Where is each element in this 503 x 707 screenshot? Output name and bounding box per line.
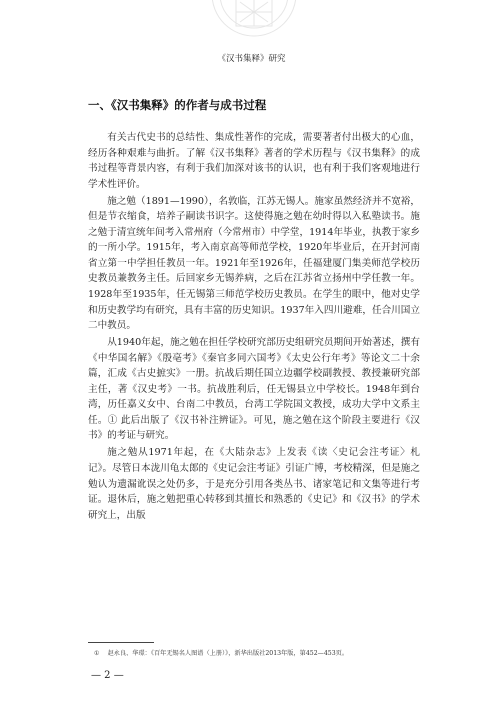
body-text <box>88 130 420 525</box>
paragraph: 施之勉从1971年起，在《大陆杂志》上发表《读〈史记会注考证〉札记》。尽管日本泷川龟太郎的《史记会注考证》引证广博，考校精深，但是施之勉认为遗漏讹误之处仍多，于是充分引用各类丛书、诸家笔记和文集等进行考证。退休后，施之勉把重心转移到其擅长和熟悉的《史记》和《汉书》的学术研究上，出版 <box>88 447 420 521</box>
page-number: — 2 — <box>91 670 124 681</box>
running-header-title: 《汉书集释》研究 <box>217 54 286 64</box>
footnote-text: 赵永良、华璟：《百年无锡名人图谱（上册）》，新华出版社2013年版，第452—453页。 <box>107 650 349 657</box>
paragraph: 从1940年起，施之勉在担任学校研究部历史组研究员期间开始著述，撰有《中华国名解》《殷亳考》《秦官多同六国考》《太史公行年考》等论文二十余篇，汇成《古史摭实》一册。抗战后期任国立边疆学校副教授、教授兼研究部主任，著《汉史考》一书。抗战胜利后，任无锡县立中学校长。1948年到台湾，历任嘉义女中、台南二中教员，台湾工学院国文教授，成功大学中文系主任。① 此后出版了《汉书补注辨证》。可见，施之勉在这个阶段主要进行《汉书》的考证与研究。 <box>88 337 420 442</box>
paragraph: 有关古代史书的总结性、集成性著作的完成，需要著者付出极大的心血，经历各种艰难与曲折。了解《汉书集释》著者的学术历程与《汉书集释》的成书过程等背景内容，有利于我们加深对该书的认识，也有利于我们客观地进行学术性评价。 <box>88 132 420 190</box>
footnote-divider <box>88 642 154 643</box>
section-heading: 一、《汉书集释》的作者与成书过程 <box>88 98 267 112</box>
footnote-marker: ① <box>94 650 100 657</box>
footnote <box>94 648 424 657</box>
paragraph: 施之勉（1891—1990），名敦临，江苏无锡人。施家虽然经济并不宽裕，但是节衣缩食，培养子嗣读书识字。这使得施之勉在幼时得以入私塾读书。施之勉于清宣统年间考入常州府（今常州市）中学堂，1914年毕业，执教于家乡的一所小学。1915年，考入南京高等师范学校，1920年毕业后，在开封河南省立第一中学担任教员一年。1921年至1926年，任福建厦门集美师范学校历史教员兼教务主任。后回家乡无锡养病，之后在江苏省立扬州中学任教一年。1928年至1935年，任无锡第三师范学校历史教员。在学生的眼中，他对史学和历史教学均有研究，具有丰富的历史知识。1937年入四川避难，任合川国立二中教员。 <box>88 195 420 332</box>
decorative-medallion <box>206 0 302 38</box>
